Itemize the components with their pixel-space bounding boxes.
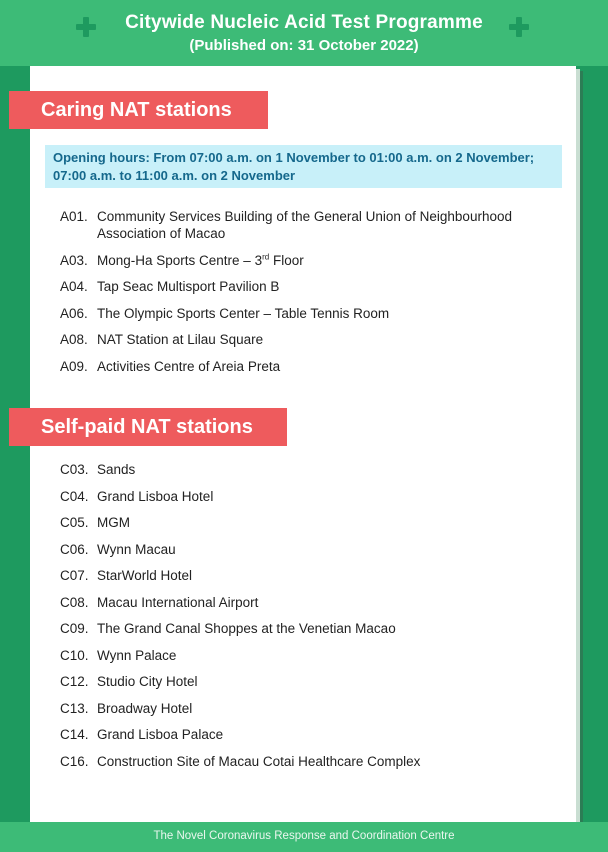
- station-name: StarWorld Hotel: [97, 568, 193, 583]
- station-name: The Olympic Sports Center – Table Tennis Room: [97, 305, 390, 321]
- floor-ordinal-suffix: rd: [262, 252, 270, 261]
- plus-icon: [509, 17, 529, 37]
- list-item: [60, 567, 557, 584]
- publication-date: (Published on: 31 October 2022): [189, 37, 419, 54]
- station-name: NAT Station at Lilau Square: [97, 332, 264, 347]
- station-code: C16.: [60, 753, 89, 769]
- station-code: A08.: [60, 332, 88, 347]
- list-item: [60, 753, 557, 770]
- list-item: [60, 331, 557, 348]
- page-footer: The Novel Coronavirus Response and Coordination Centre: [0, 822, 608, 852]
- page-title: Citywide Nucleic Acid Test Programme: [125, 12, 483, 33]
- list-item: [60, 673, 557, 690]
- list-item: [60, 726, 557, 743]
- station-code: C06.: [60, 541, 89, 557]
- station-code: C08.: [60, 594, 89, 610]
- list-item: [60, 647, 557, 664]
- station-name-text-after: Floor: [269, 252, 304, 268]
- station-name: [97, 252, 557, 269]
- caring-stations-list: [60, 208, 557, 384]
- station-name: Wynn Macau: [97, 541, 176, 557]
- opening-hours-box: [45, 145, 562, 188]
- station-name: Activities Centre of Areia Preta: [97, 358, 281, 374]
- station-code: C03.: [60, 462, 89, 477]
- station-name: Construction Site of Macau Cotai Healthcare Complex: [97, 753, 421, 769]
- list-item: [60, 278, 557, 295]
- station-code: A04.: [60, 279, 88, 294]
- station-code: C10.: [60, 647, 89, 663]
- station-name: Grand Lisboa Palace: [97, 727, 224, 742]
- station-code: A03.: [60, 252, 88, 268]
- list-item: [60, 461, 557, 478]
- station-name: Tap Seac Multisport Pavilion B: [97, 279, 280, 294]
- self-paid-stations-heading: Self-paid NAT stations: [9, 408, 287, 446]
- list-item: [60, 305, 557, 322]
- station-name: Community Services Building of the General Union of Neighbourhood Association of Macao: [97, 209, 512, 241]
- list-item: [60, 620, 557, 637]
- list-item: [60, 514, 557, 531]
- station-code: C04.: [60, 488, 89, 504]
- station-code: C14.: [60, 727, 89, 742]
- station-code: A01.: [60, 209, 88, 224]
- self-paid-stations-list: [60, 461, 557, 779]
- list-item: [60, 541, 557, 558]
- station-name: Sands: [97, 462, 136, 477]
- opening-hours-text: From 07:00 a.m. on 1 November to 01:00 a.m. on 2 November; 07:00 a.m. to 11:00 a.m. on 2 November: [53, 150, 535, 183]
- station-code: C07.: [60, 568, 89, 583]
- station-name: Broadway Hotel: [97, 700, 193, 716]
- list-item: [60, 208, 557, 242]
- station-name: Wynn Palace: [97, 647, 177, 663]
- page-header: [0, 0, 608, 66]
- station-name: Studio City Hotel: [97, 674, 198, 689]
- station-name: The Grand Canal Shoppes at the Venetian Macao: [97, 621, 396, 636]
- list-item: [60, 700, 557, 717]
- list-item: [60, 252, 557, 269]
- station-name-text: Mong-Ha Sports Centre – 3: [97, 252, 263, 268]
- station-name: Grand Lisboa Hotel: [97, 488, 214, 504]
- list-item: [60, 594, 557, 611]
- station-name: MGM: [97, 515, 130, 530]
- list-item: [60, 488, 557, 505]
- station-name: Macau International Airport: [97, 594, 259, 610]
- station-code: A06.: [60, 305, 88, 321]
- caring-stations-heading: Caring NAT stations: [9, 91, 268, 129]
- opening-hours-label: Opening hours:: [53, 150, 150, 165]
- station-code: C12.: [60, 674, 89, 689]
- station-code: C13.: [60, 700, 89, 716]
- station-code: A09.: [60, 358, 88, 374]
- station-code: C05.: [60, 515, 89, 530]
- list-item: [60, 358, 557, 375]
- station-code: C09.: [60, 621, 89, 636]
